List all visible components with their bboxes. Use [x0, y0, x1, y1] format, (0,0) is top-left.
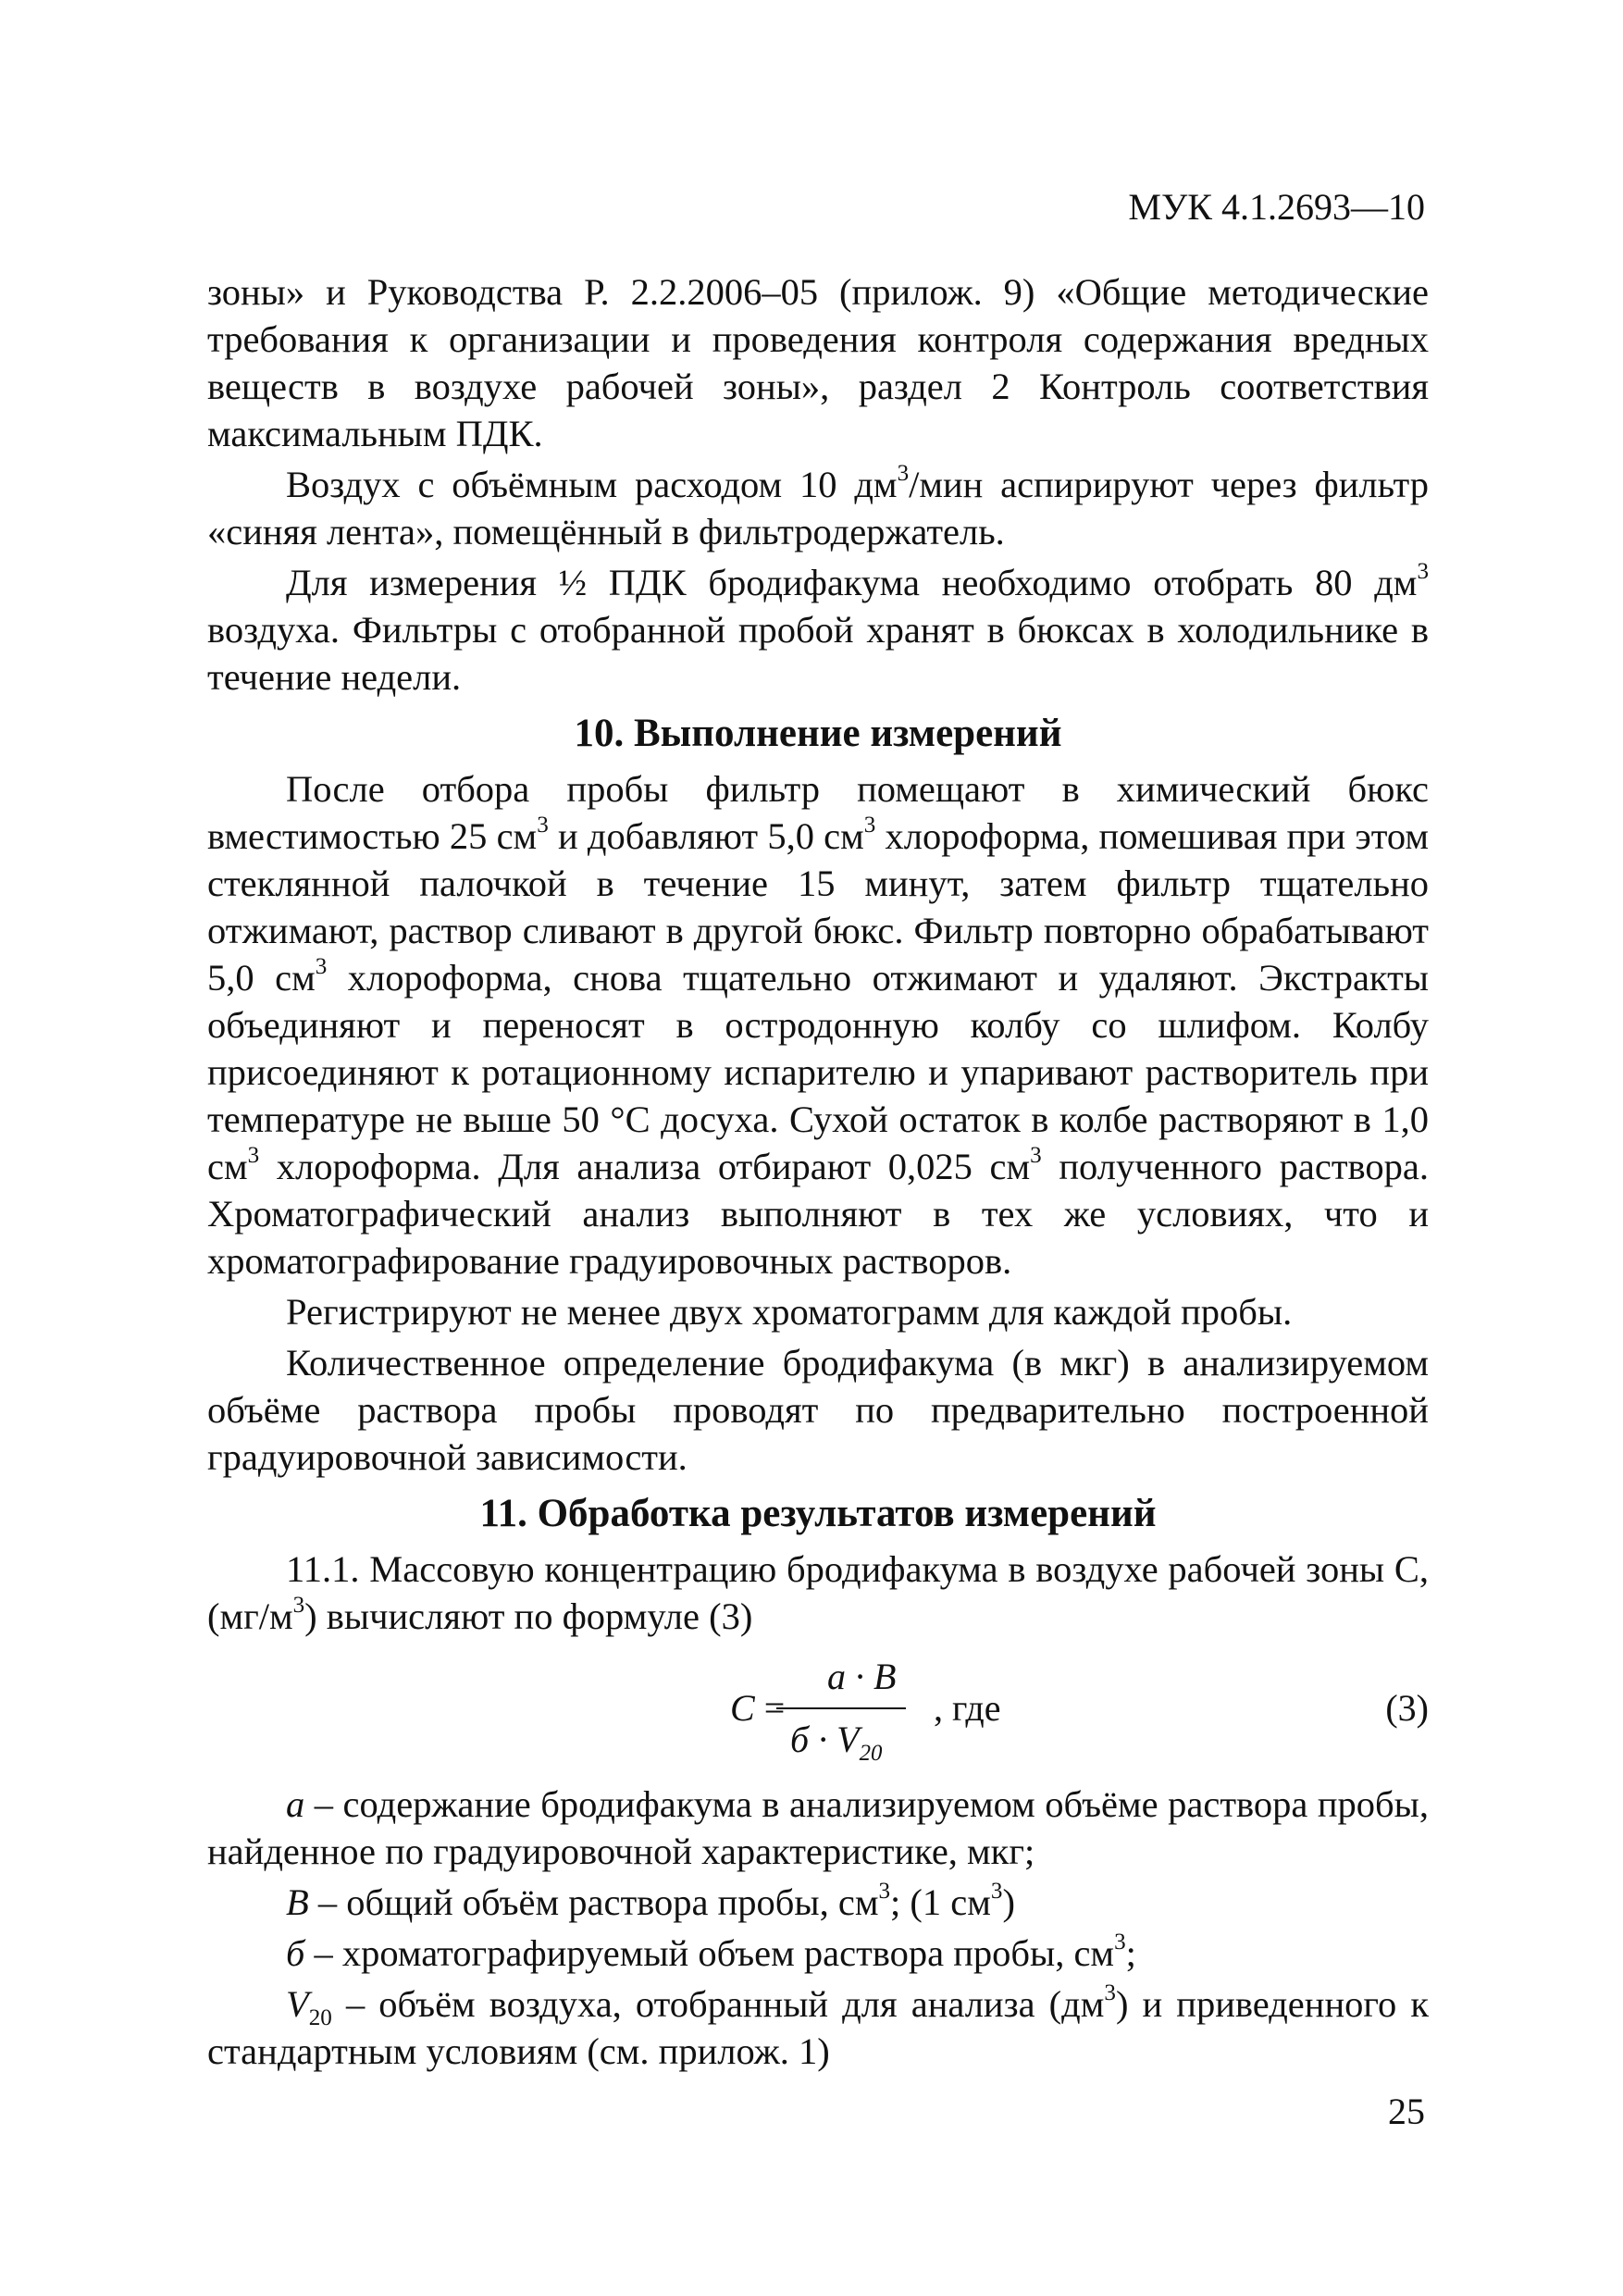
paragraph-chromatograms: Регистрируют не менее двух хроматограмм для каждой пробы.: [286, 1291, 1293, 1333]
text-run: полученного раствора. Хроматографический анализ выполняют в тех же условиях, что и хроматографирование градуировочных растворов.: [207, 1146, 1430, 1282]
text-run: ): [1002, 1881, 1015, 1923]
text-run: 11.1. Массовую концентрацию бродифакума в воздухе рабочей зоны С, (мг/м: [207, 1548, 1429, 1637]
formula-numerator: a · B: [827, 1656, 897, 1697]
definition-chrom-volume: [207, 1930, 1429, 1977]
formula-expression: [730, 1644, 1165, 1773]
subscript: 20: [308, 2005, 332, 2031]
text-run: воздуха. Фильтры с отобранной пробой хранят в бюксах в холодильнике в течение недели.: [207, 609, 1429, 698]
subscript: 20: [859, 1741, 883, 1766]
paragraph-sample-volume: [207, 559, 1429, 701]
paragraph-measurement-procedure: [207, 765, 1429, 1285]
text-run: хлороформа, помешивая при этом стеклянной палочкой в течение 15 минут, затем фильтр тщательно отжимают, раствор сливают в другой бюкс. Фильтр повторно обрабатывают 5,0 см: [207, 815, 1429, 999]
definition-b: [207, 1879, 1429, 1926]
paragraph-quantification: Количественное определение бродифакума (в мкг) в анализируемом объёме раствора пробы проводят по предварительно построенной градуировочной зависимости.: [207, 1342, 1429, 1478]
superscript: 3: [1030, 1142, 1042, 1168]
symbol: б: [286, 1932, 305, 1974]
text-run: /мин аспирируют через фильтр «синяя лента», помещённый в фильтродержатель.: [207, 464, 1429, 552]
text-run: ;: [1125, 1932, 1136, 1974]
text-run: – хроматографируемый объем раствора пробы, см: [304, 1932, 1115, 1974]
paragraph-air-flow: [207, 461, 1429, 555]
formula-3: [207, 1644, 1429, 1773]
text-run: После отбора пробы фильтр помещают в химический бюкс вместимостью 25 см: [207, 768, 1429, 857]
superscript: 3: [292, 1592, 305, 1618]
text-run: и добавляют 5,0 см: [548, 815, 864, 857]
definition-a: [207, 1781, 1429, 1875]
text-run: – содержание бродифакума в анализируемом объёме раствора пробы, найденное по градуировочной характеристике, мкг;: [207, 1783, 1429, 1872]
formula-where: , где: [934, 1687, 1001, 1729]
symbol: V: [286, 1983, 309, 2025]
text-run: хлороформа, снова тщательно отжимают и удаляют. Экстракты объединяют и переносят в остродонную колбу со шлифом. Колбу присоединяют к ротационному испарителю и упаривают растворитель при температуре не выше 50 °С досуха. Сухой остаток в колбе растворяют в 1,0 см: [207, 957, 1429, 1187]
text-run: ; (1 см: [890, 1881, 991, 1923]
superscript: 3: [247, 1142, 260, 1168]
page-number: 25: [1388, 2091, 1425, 2132]
superscript: 3: [315, 953, 328, 979]
text-run: ) и приведенного к стандартным условиям (см. прилож. 1): [207, 1983, 1429, 2072]
superscript: 3: [990, 1878, 1003, 1904]
document-code-header: МУК 4.1.2693—10: [1128, 186, 1425, 228]
superscript: 3: [1417, 558, 1429, 584]
symbol: B: [286, 1881, 309, 1923]
paragraph-continuation: зоны» и Руководства Р. 2.2.2006–05 (прилож. 9) «Общие методические требования к организации и проведения контроля содержания вредных веществ в воздухе рабочей зоны», раздел 2 Контроль соответствия максимальным ПДК.: [207, 271, 1429, 454]
formula-equals: =: [754, 1687, 786, 1729]
text-run: Воздух с объёмным расходом 10 дм: [286, 464, 898, 505]
definition-v20: [207, 1980, 1429, 2075]
formula-number: (3): [1385, 1687, 1429, 1729]
formula-lhs: [730, 1684, 785, 1731]
section-11-title: 11. Обработка результатов измерений: [479, 1492, 1157, 1535]
superscript: 3: [1104, 1980, 1116, 2005]
formula-lhs-symbol: C: [730, 1687, 755, 1729]
page-content: [207, 268, 1429, 2079]
text-run: хлороформа. Для анализа отбирают 0,025 см: [259, 1146, 1031, 1187]
superscript: 3: [863, 812, 876, 838]
superscript: 3: [897, 460, 910, 486]
superscript: 3: [878, 1878, 891, 1904]
text-run: ) вычисляют по формуле (3): [304, 1595, 753, 1637]
formula-denominator: [790, 1716, 883, 1766]
text-run: – общий объём раствора пробы, см: [308, 1881, 879, 1923]
superscript: 3: [1114, 1929, 1126, 1955]
text-run: Для измерения ½ ПДК бродифакума необходимо отобрать 80 дм: [286, 562, 1418, 603]
formula-den-text: б · V: [790, 1719, 860, 1760]
text-run: – объём воздуха, отобранный для анализа (дм: [331, 1983, 1105, 2025]
symbol: a: [286, 1783, 305, 1825]
paragraph-concentration: [207, 1545, 1429, 1640]
superscript: 3: [537, 812, 549, 838]
section-10-title: 10. Выполнение измерений: [574, 712, 1062, 755]
